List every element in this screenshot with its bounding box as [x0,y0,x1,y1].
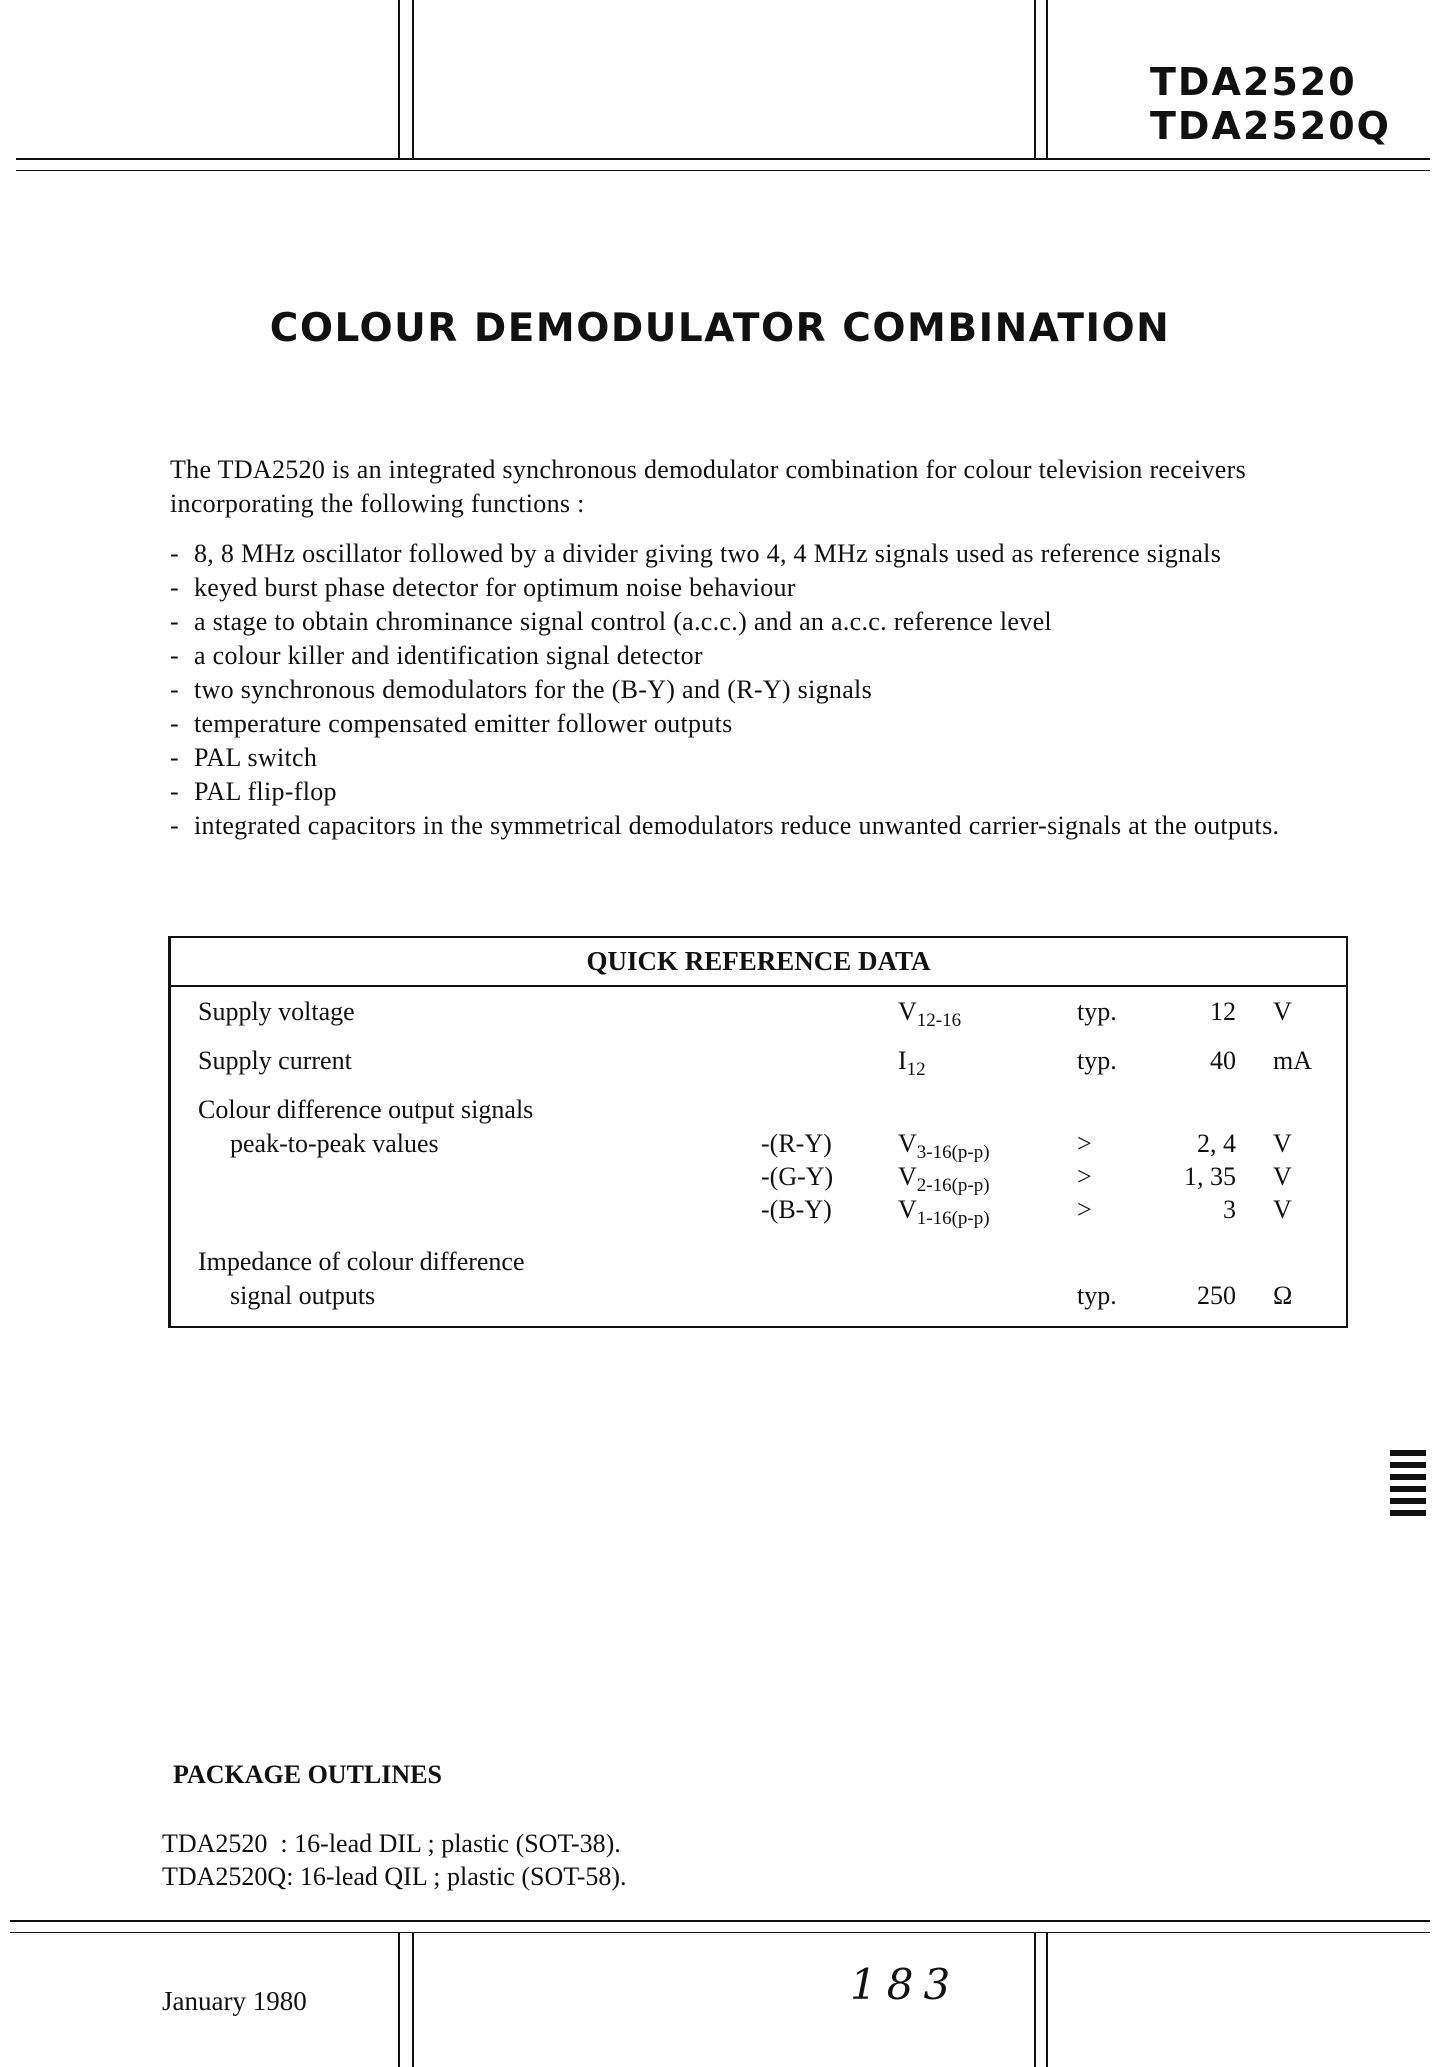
list-item: - temperature compensated emitter follower outputs [170,707,1370,741]
tab-mark [1390,1510,1426,1516]
list-item: - a colour killer and identification signal detector [170,639,1370,673]
value-supply-current: 40 [1210,1046,1236,1075]
qualifier-impedance: typ. [1077,1281,1117,1310]
part-number-primary: TDA2520 [1150,60,1357,104]
list-item: - PAL switch [170,741,1370,775]
quick-reference-table [168,936,1348,1328]
unit-impedance: Ω [1273,1281,1293,1310]
unit-b-y: V [1273,1195,1292,1224]
footer-rule [10,1932,1430,1933]
row-label-impedance: Impedance of colour difference [198,1247,525,1276]
row-label-supply-current: Supply current [198,1046,352,1075]
tab-mark [1390,1474,1426,1480]
symbol-supply-current: $I_{12}$ [898,1046,926,1080]
publication-date: January 1980 [162,1986,307,2016]
list-item: - 8, 8 MHz oscillator followed by a divider giving two 4, 4 MHz signals used as reference signals [170,537,1370,571]
list-item: - two synchronous demodulators for the (B-Y) and (R-Y) signals [170,673,1370,707]
tab-mark [1390,1450,1426,1456]
signal-r-y: -(R-Y) [761,1129,832,1158]
row-label-colour-difference: Colour difference output signals [198,1095,534,1124]
value-impedance: 250 [1197,1281,1236,1310]
footer-divider-line [1034,1933,1036,2067]
list-item: - PAL flip-flop [170,775,1370,809]
header-divider-line [412,0,414,158]
value-g-y: 1, 35 [1184,1162,1236,1191]
table-heading: QUICK REFERENCE DATA [171,938,1346,987]
qualifier-g-y: > [1077,1162,1092,1191]
part-number-secondary: TDA2520Q [1150,104,1391,148]
qualifier-b-y: > [1077,1195,1092,1224]
symbol-r-y: $V_{3-16(p-p)}$ [898,1129,990,1163]
symbol-supply-voltage: $V_{12-16}$ [898,997,962,1031]
list-item: - keyed burst phase detector for optimum noise behaviour [170,571,1370,605]
header-divider-line [1034,0,1036,158]
unit-r-y: V [1273,1129,1292,1158]
package-line-tda2520: TDA2520 : 16-lead DIL ; plastic (SOT-38). [162,1829,621,1858]
handwritten-page-number: 183 [850,1960,961,2009]
symbol-b-y: $V_{1-16(p-p)}$ [898,1195,990,1229]
signal-b-y: -(B-Y) [761,1195,832,1224]
unit-supply-current: mA [1273,1046,1312,1075]
footer-divider-line [412,1933,414,2067]
package-outlines-heading: PACKAGE OUTLINES [173,1760,442,1789]
package-line-tda2520q: TDA2520Q: 16-lead QIL ; plastic (SOT-58). [162,1862,627,1891]
qualifier-r-y: > [1077,1129,1092,1158]
value-r-y: 2, 4 [1197,1129,1236,1158]
qualifier-supply-current: typ. [1077,1046,1117,1075]
footer-divider-line [398,1933,400,2067]
list-item: - integrated capacitors in the symmetrical demodulators reduce unwanted carrier-signals at the outputs. [170,809,1370,843]
row-sublabel-signal-outputs: signal outputs [230,1281,376,1310]
row-label-supply-voltage: Supply voltage [198,997,355,1026]
tab-mark [1390,1486,1426,1492]
feature-list [170,537,1370,843]
footer-rule [10,1920,1430,1922]
qualifier-supply-voltage: typ. [1077,997,1117,1026]
header-rule [16,158,1430,160]
row-sublabel-peak-to-peak: peak-to-peak values [230,1129,439,1158]
tab-mark [1390,1498,1426,1504]
intro-paragraph: The TDA2520 is an integrated synchronous demodulator combination for colour television receivers incorporating the following functions : [170,455,1246,518]
value-supply-voltage: 12 [1210,997,1236,1026]
signal-g-y: -(G-Y) [761,1162,834,1191]
unit-g-y: V [1273,1162,1292,1191]
header-rule [16,170,1430,171]
unit-supply-voltage: V [1273,997,1292,1026]
header-divider-line [398,0,400,158]
page-title: COLOUR DEMODULATOR COMBINATION [269,306,1171,351]
value-b-y: 3 [1223,1195,1236,1224]
section-tab-marks [1390,1450,1426,1522]
footer-divider-line [1046,1933,1048,2067]
tab-mark [1390,1462,1426,1468]
list-item: - a stage to obtain chrominance signal control (a.c.c.) and an a.c.c. reference level [170,605,1370,639]
symbol-g-y: $V_{2-16(p-p)}$ [898,1162,990,1196]
header-divider-line [1046,0,1048,158]
